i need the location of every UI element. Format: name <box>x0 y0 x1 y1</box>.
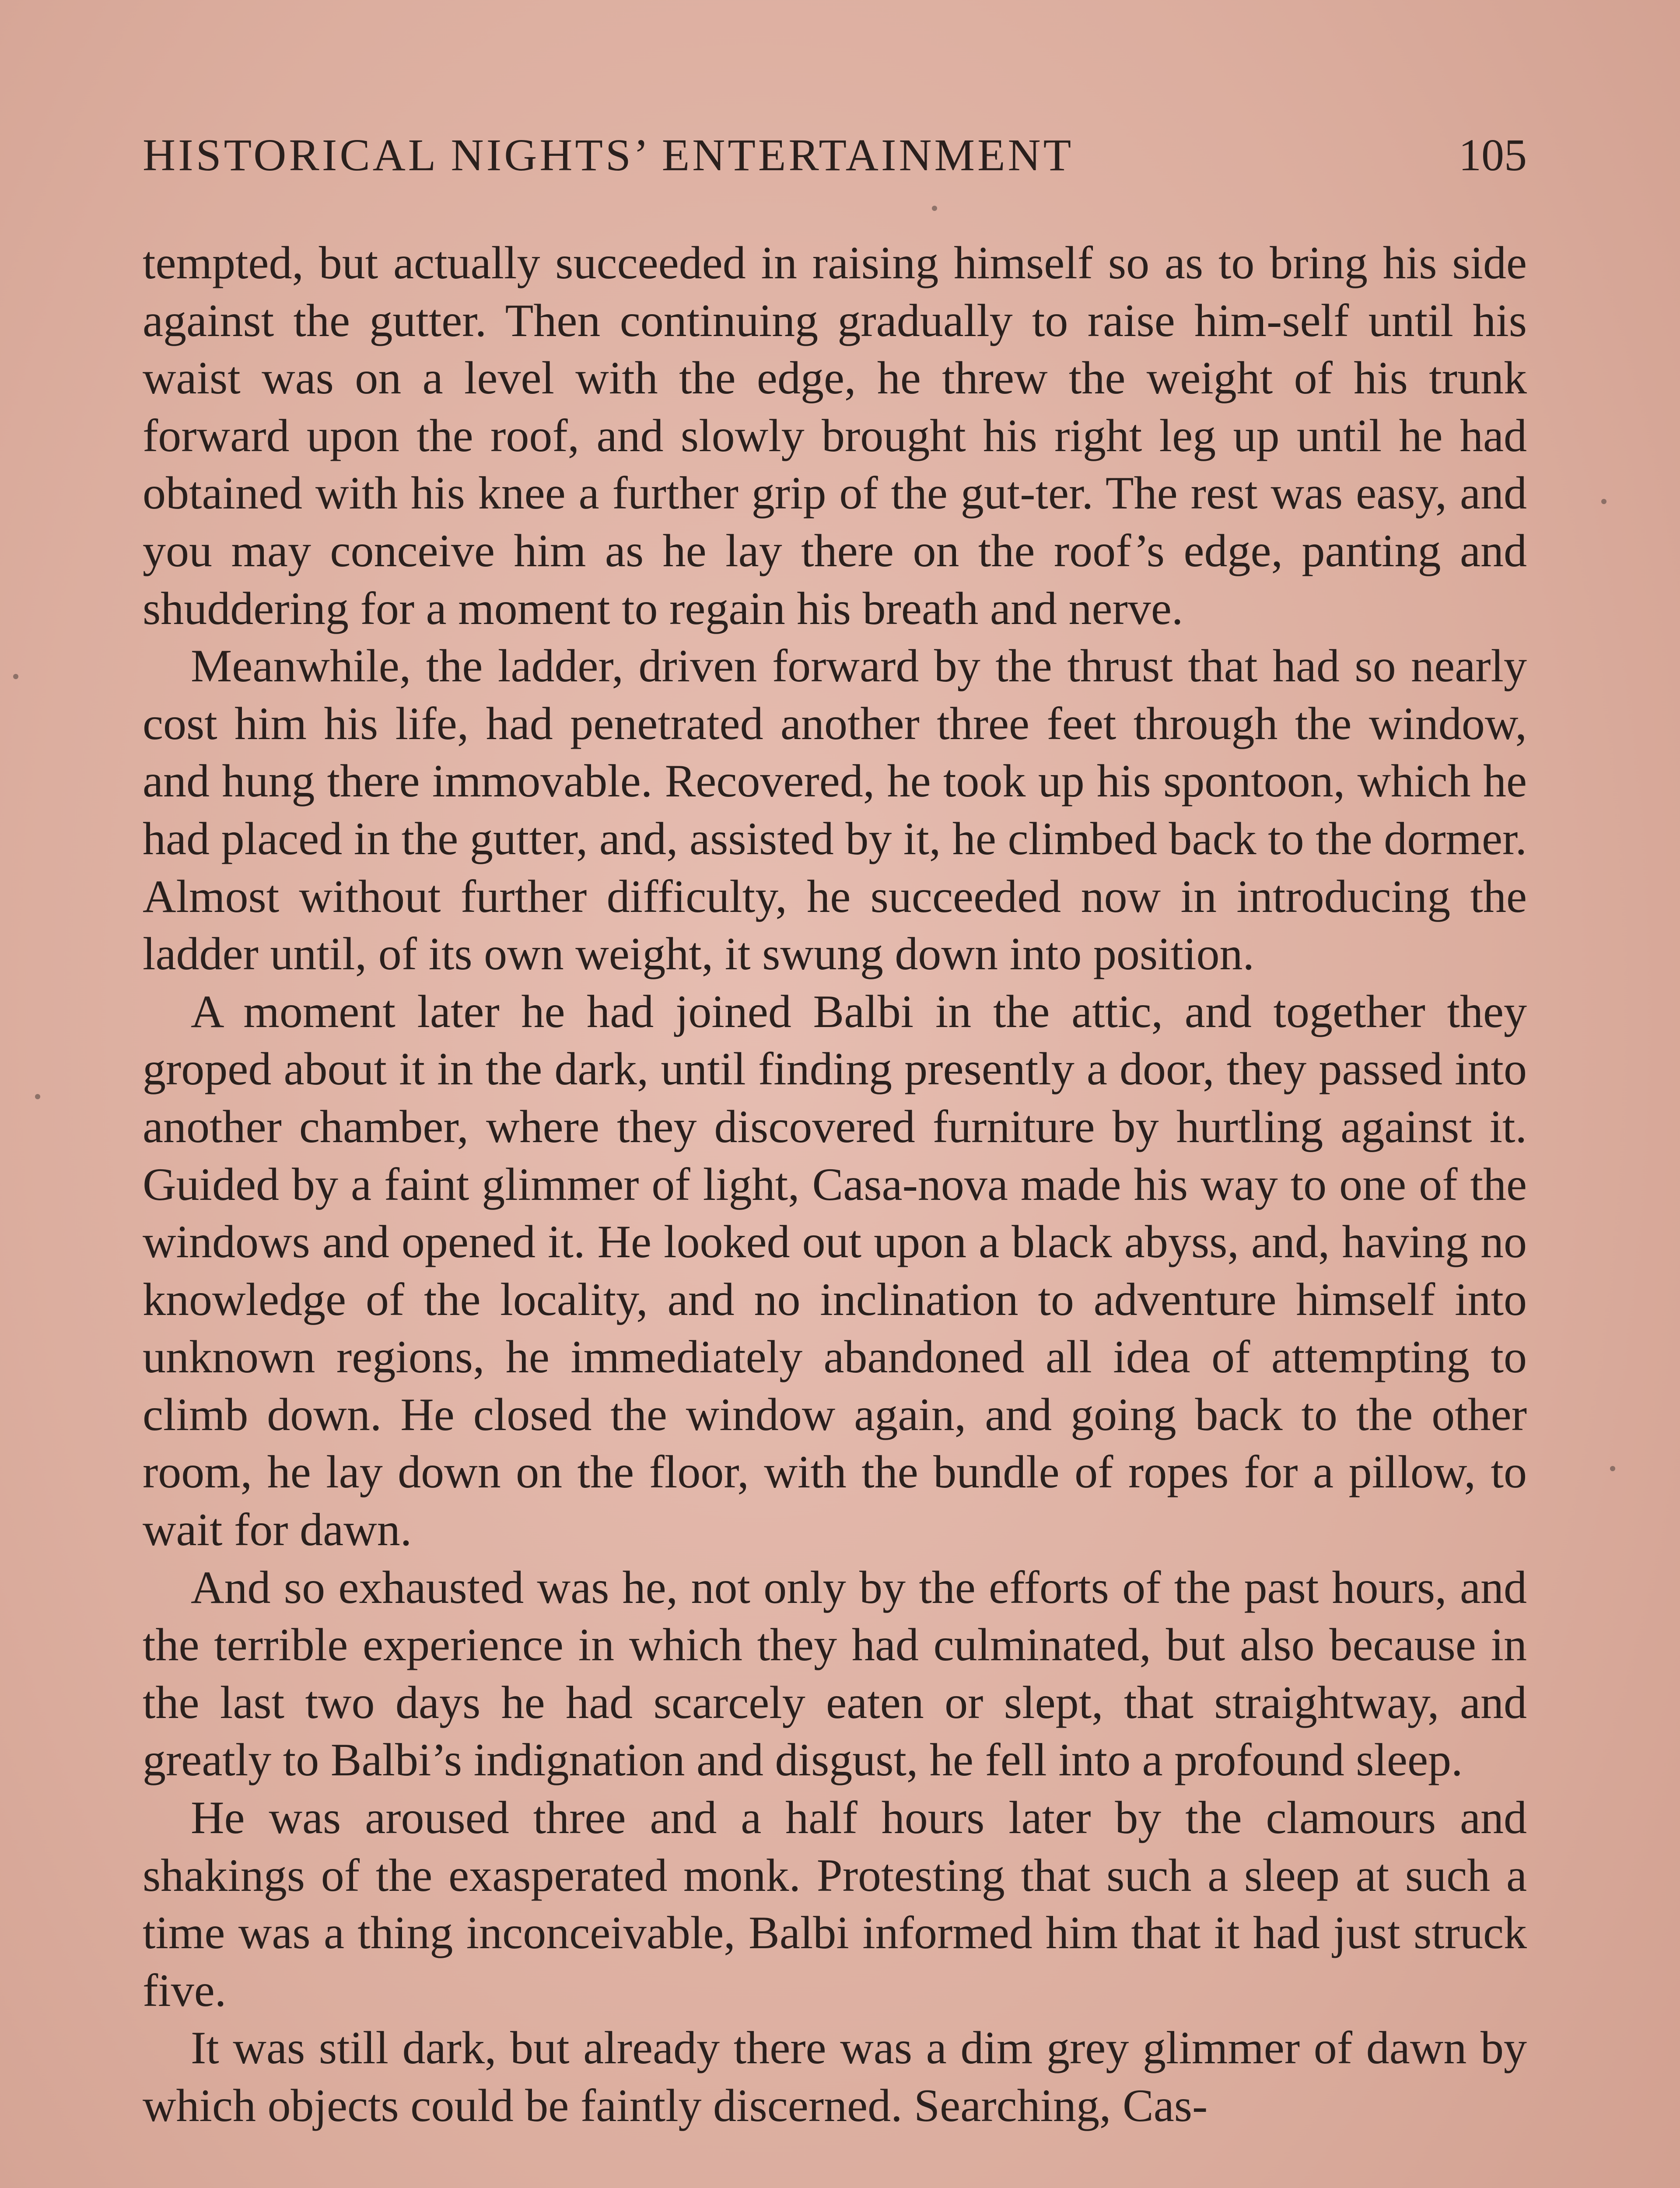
paragraph-5: He was aroused three and a half hours later by the clamours and shakings of the exasperated monk. Protesting that such a sleep at such a time was a thing inconceivable, Balbi informed him that it had just struck five. <box>143 1792 1527 2016</box>
running-title: HISTORICAL NIGHTS’ ENTERTAINMENT <box>143 130 1074 180</box>
running-head <box>143 127 1527 184</box>
paragraph-6: It was still dark, but already there was a dim grey glimmer of dawn by which objects could be faintly discerned. Searching, Cas- <box>143 2022 1527 2131</box>
paragraph-4: And so exhausted was he, not only by the efforts of the past hours, and the terrible experience in which they had culminated, but also because in the last two days he had scarcely eaten or slept, that straightway, and greatly to Balbi’s indignation and disgust, he fell into a profound sleep. <box>143 1561 1527 1786</box>
paper-speck <box>13 674 18 679</box>
paper-speck <box>1601 499 1606 504</box>
paragraph-2: Meanwhile, the ladder, driven forward by the thrust that had so nearly cost him his life, had penetrated another three feet through the window, and hung there immovable. Recovered, he took up his spontoon, which he had placed in the gutter, and, assisted by it, he climbed back to the dormer. Almost without further difficulty, he succeeded now in introducing the ladder until, of its own weight, it swung down into position. <box>143 640 1527 980</box>
body-text <box>143 234 1527 2135</box>
paragraph-3: A moment later he had joined Balbi in the attic, and together they groped about it in the dark, until finding presently a door, they passed into another chamber, where they discovered furniture by hurtling against it. Guided by a faint glimmer of light, Casa-nova made his way to one of the windows and opened it. He looked out upon a black abyss, and, having no knowledge of the locality, and no inclination to adventure himself into unknown regions, he immediately abandoned all idea of attempting to climb down. He closed the window again, and going back to the other room, he lay down on the floor, with the bundle of ropes for a pillow, to wait for dawn. <box>143 985 1527 1556</box>
page-number: 105 <box>1459 130 1527 180</box>
paper-speck <box>35 1094 40 1099</box>
paragraph-1: tempted, but actually succeeded in raising himself so as to bring his side against the gutter. Then continuing gradually to raise him-self until his waist was on a level with the edge, he threw the weight of his trunk forward upon the roof, and slowly brought his right leg up until he had obtained with his knee a further grip of the gut-ter. The rest was easy, and you may conceive him as he lay there on the roof’s edge, panting and shuddering for a moment to regain his breath and nerve. <box>143 237 1527 634</box>
paper-speck <box>1610 1466 1615 1471</box>
paper-speck <box>932 206 937 211</box>
